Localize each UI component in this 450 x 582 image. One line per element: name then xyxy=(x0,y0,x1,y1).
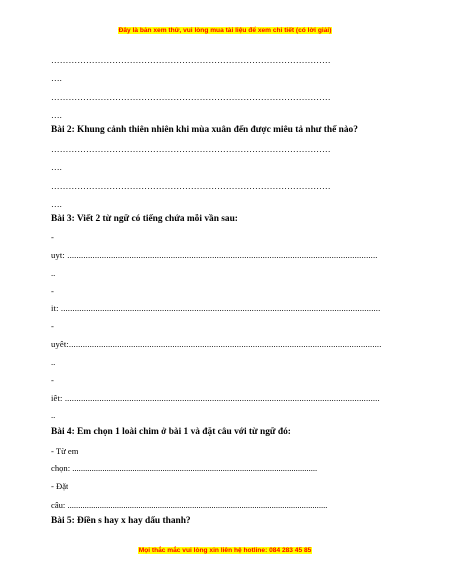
exercise-4-heading: Bài 4: Em chọn 1 loài chim ở bài 1 và đặt câu với từ ngữ đó: xyxy=(51,427,291,437)
exercise-3-heading: Bài 3: Viết 2 từ ngữ có tiếng chứa mỗi vần sau: xyxy=(51,214,238,224)
answer-dotted-line-end: .. xyxy=(51,357,56,367)
rhyme-iet-line: iêt: ......................................................................................................................................... xyxy=(51,393,380,403)
bullet-dash: - xyxy=(51,321,54,331)
rhyme-uyt-line: uyt: ....................................................................................................................................... xyxy=(51,250,378,260)
hotline-text: Mọi thắc mắc vui lòng xin liên hệ hotline: 084 283 45 85 xyxy=(138,547,312,554)
chosen-word-label: - Từ em xyxy=(51,446,79,456)
answer-dotted-line-end: .. xyxy=(51,410,56,420)
answer-dotted-line: …………………………………………………………………………………… xyxy=(51,55,331,65)
rhyme-uyet-line: uyêt:........................................................................................................................................ xyxy=(51,339,382,349)
answer-dotted-line-end: …. xyxy=(51,110,62,120)
answer-dotted-line-end: …. xyxy=(51,199,62,209)
rhyme-it-line: it: ........................................................................................................................................... xyxy=(51,303,381,313)
exercise-2-heading: Bài 2: Khung cảnh thiên nhiên khi mùa xuân đến được miêu tả như thế nào? xyxy=(51,125,358,135)
bullet-dash: - xyxy=(51,286,54,296)
make-sentence-label: - Đặt xyxy=(51,481,69,491)
answer-dotted-line: …………………………………………………………………………………… xyxy=(51,181,331,191)
chosen-word-line: chọn: .................................................................................................................. xyxy=(51,463,318,473)
answer-dotted-line-end: …. xyxy=(51,162,62,172)
bullet-dash: - xyxy=(51,232,54,242)
answer-dotted-line: …………………………………………………………………………………… xyxy=(51,92,331,102)
answer-dotted-line-end: …. xyxy=(51,73,62,83)
sentence-line: câu: ......................................................................................................................... xyxy=(51,500,328,510)
exercise-5-heading: Bài 5: Điền s hay x hay dấu thanh? xyxy=(51,516,191,526)
hotline-banner xyxy=(0,547,450,554)
preview-notice-text: Đây là bản xem thử, vui lòng mua tài liệu để xem chi tiết (có lời giải) xyxy=(118,27,332,34)
preview-notice-banner xyxy=(0,27,450,34)
answer-dotted-line: …………………………………………………………………………………… xyxy=(51,144,331,154)
bullet-dash: - xyxy=(51,375,54,385)
answer-dotted-line-end: .. xyxy=(51,268,56,278)
